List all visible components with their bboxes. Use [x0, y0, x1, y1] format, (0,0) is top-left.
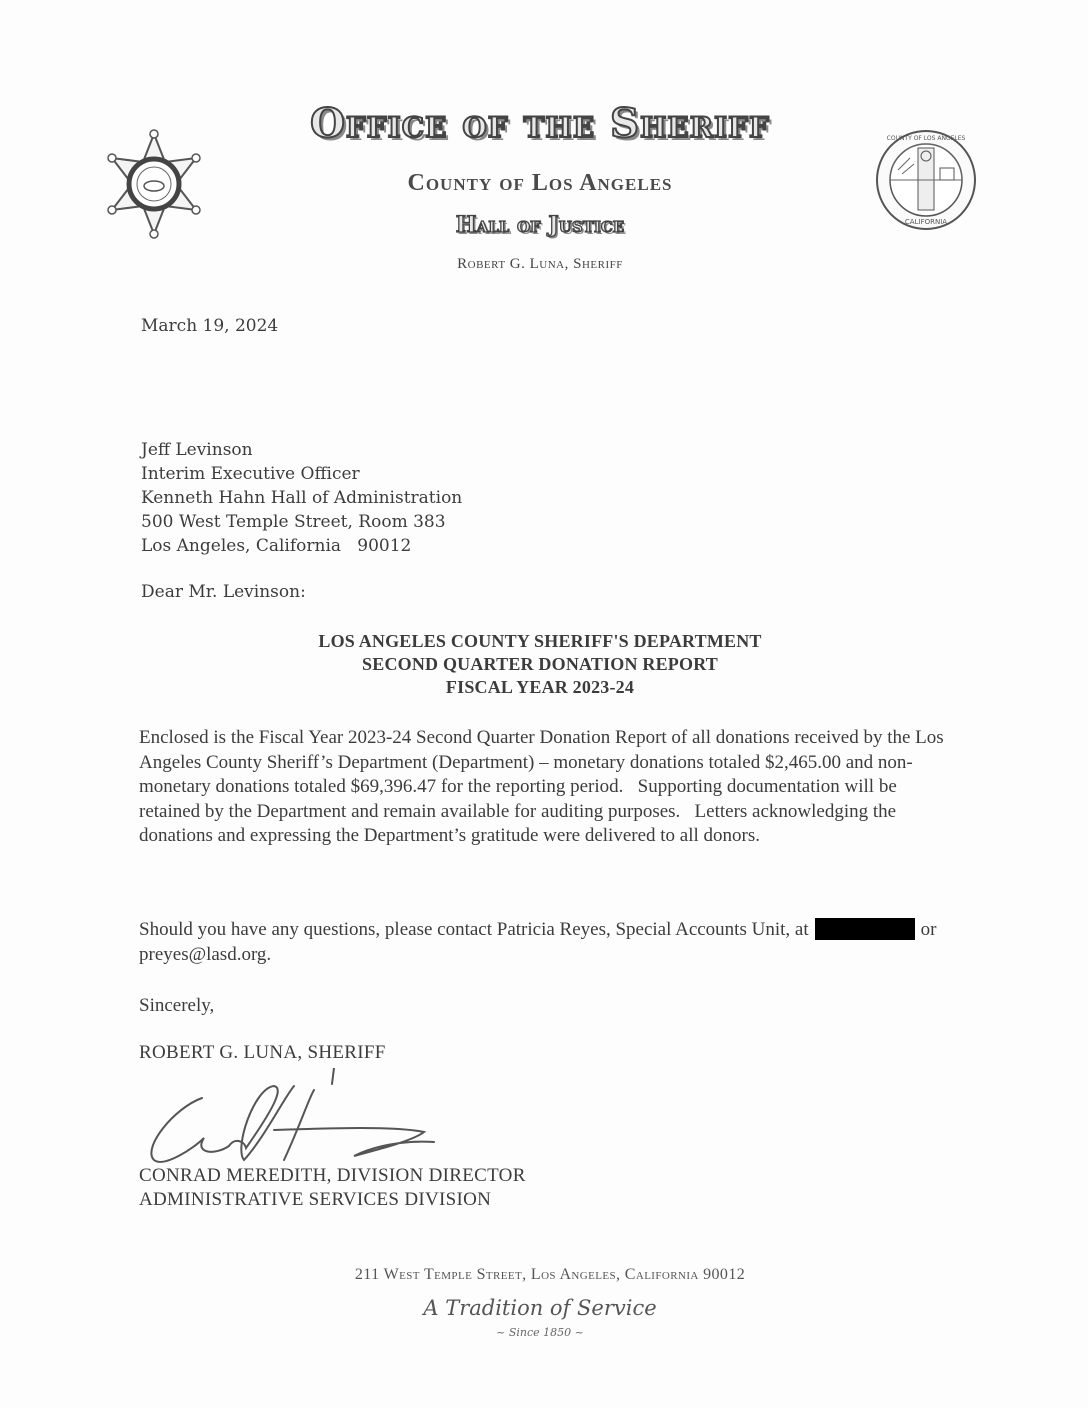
subject-line-3: FISCAL YEAR 2023-24 [445, 677, 635, 697]
sheriff-star-badge-icon [104, 128, 204, 240]
subject-heading [140, 630, 940, 699]
subject-line-1: LOS ANGELES COUNTY SHERIFF'S DEPARTMENT [318, 631, 762, 651]
contact-text: Should you have any questions, please contact Patricia Reyes, Special Accounts Unit, at [139, 919, 809, 940]
recipient-name: Jeff Levinson [141, 440, 253, 460]
signer-name: CONRAD MEREDITH, DIVISION DIRECTOR [139, 1165, 526, 1186]
footer-motto: A Tradition of Service [423, 1296, 657, 1320]
handwritten-signature [134, 1068, 564, 1168]
svg-text:COUNTY OF LOS ANGELES: COUNTY OF LOS ANGELES [886, 135, 966, 142]
recipient-street: 500 West Temple Street, Room 383 [141, 512, 446, 532]
signer-division: ADMINISTRATIVE SERVICES DIVISION [139, 1189, 492, 1210]
footer-since: ~ Since 1850 ~ [496, 1326, 584, 1339]
county-seal-icon [874, 128, 978, 232]
recipient-city: Los Angeles, California 90012 [141, 536, 412, 556]
letterhead-county: County of Los Angeles [407, 170, 673, 196]
contact-email-text: or preyes@lasd.org. [139, 919, 937, 965]
body-paragraph-1: Enclosed is the Fiscal Year 2023-24 Second Quarter Donation Report of all donations received by the Los Angeles County Sheriff’s Department (Department) – monetary donations totaled $2,465.00 and non-monetary donations totaled $69,396.47 for the reporting period. Supporting documentation will be retained by the Department and remain available for auditing purposes. Letters acknowledging the donations and expressing the Department’s gratitude were delivered to all donors. [139, 727, 948, 846]
footer-address: 211 West Temple Street, Los Angeles, California 90012 [354, 1266, 746, 1283]
svg-text:CALIFORNIA: CALIFORNIA [904, 218, 948, 226]
letter-date: March 19, 2024 [141, 316, 279, 336]
letterhead-title: Office of the Sheriff [310, 100, 770, 147]
recipient-address-block [141, 438, 462, 558]
redacted-phone-number [815, 918, 915, 940]
sheriff-signature-line: ROBERT G. LUNA, SHERIFF [139, 1042, 386, 1063]
letterhead-sheriff-name: Robert G. Luna, Sheriff [457, 256, 623, 272]
signer-block [139, 1164, 526, 1212]
subject-line-2: SECOND QUARTER DONATION REPORT [362, 654, 718, 674]
recipient-title: Interim Executive Officer [141, 464, 360, 484]
salutation: Dear Mr. Levinson: [141, 582, 306, 602]
closing: Sincerely, [139, 995, 215, 1016]
letterhead-building: Hall of Justice [455, 212, 625, 238]
recipient-building: Kenneth Hahn Hall of Administration [141, 488, 463, 508]
body-paragraph-2 [139, 918, 959, 967]
